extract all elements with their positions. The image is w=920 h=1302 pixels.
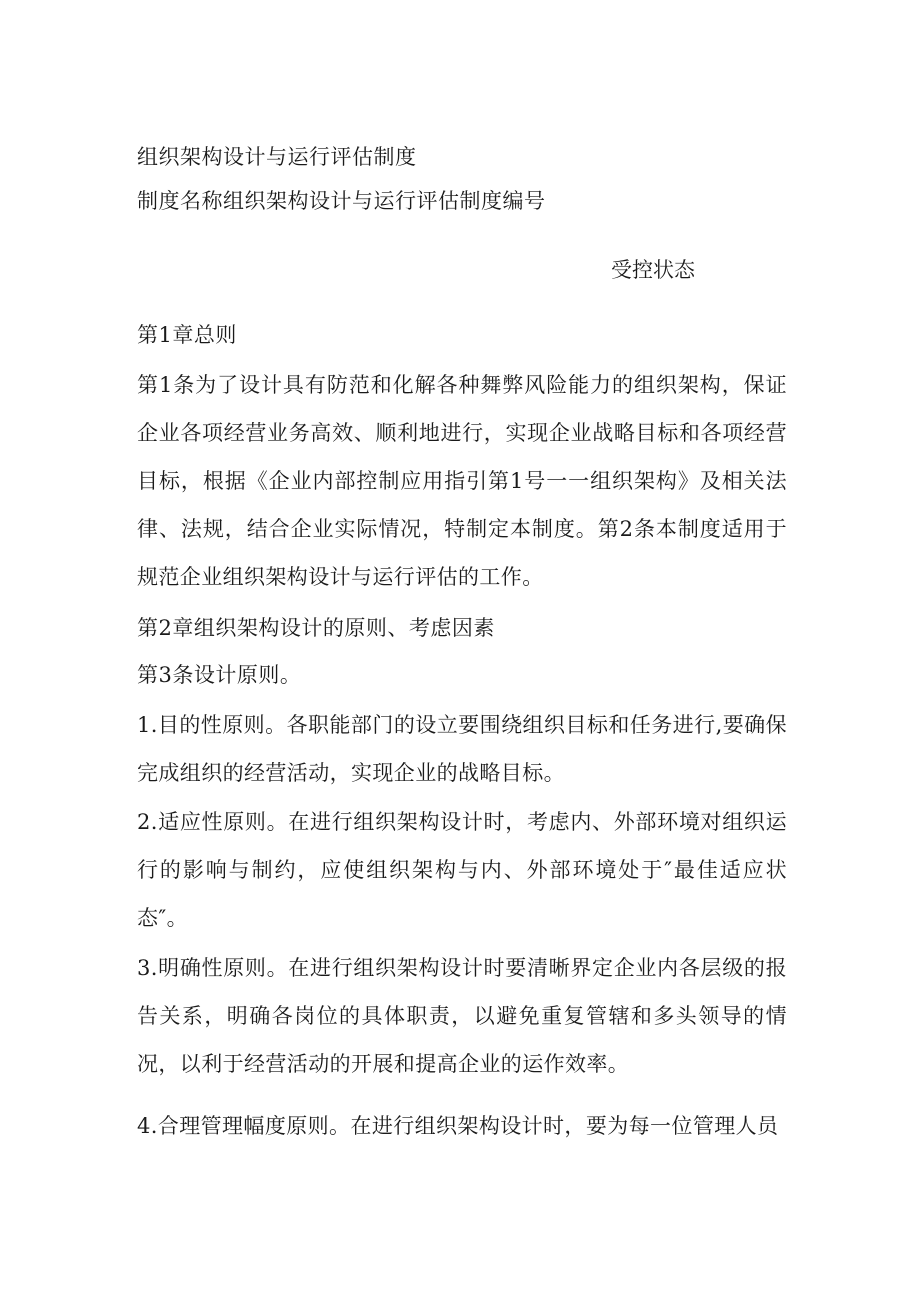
control-status-label: 受控状态 [611,258,695,282]
document-title: 组织架构设计与运行评估制度 [137,145,417,169]
principle-4-paragraph: 4.合理管理幅度原则。在进行组织架构设计时，要为每一位管理人员 [137,1114,779,1138]
article-3-heading: 第3条设计原则。 [137,663,302,687]
principle-2-paragraph: 2.适应性原则。在进行组织架构设计时，考虑内、外部环境对组织运行的影响与制约，应使组织架构与内、外部环境处于″最佳适应状态″。 [137,810,787,930]
principle-1-paragraph: 1.目的性原则。各职能部门的设立要围绕组织目标和任务进行,要确保完成组织的经营活动，实现企业的战略目标。 [137,713,787,785]
chapter-2-heading: 第2章组织架构设计的原则、考虑因素 [137,616,495,640]
chapter-1-heading: 第1章总则 [137,323,237,347]
principle-3-paragraph: 3.明确性原则。在进行组织架构设计时要清晰界定企业内各层级的报告关系，明确各岗位的具体职责，以避免重复管辖和多头领导的情况，以利于经营活动的开展和提高企业的运作效率。 [137,956,787,1076]
article-1-paragraph: 第1条为了设计具有防范和化解各种舞弊风险能力的组织架构，保证企业各项经营业务高效、顺利地进行，实现企业战略目标和各项经营目标，根据《企业内部控制应用指引第1号一一组织架构》及相关法律、法规，结合企业实际情况，特制定本制度。第2条本制度适用于规范企业组织架构设计与运行评估的工作。 [137,373,787,589]
policy-header-line: 制度名称组织架构设计与运行评估制度编号 [137,189,546,213]
